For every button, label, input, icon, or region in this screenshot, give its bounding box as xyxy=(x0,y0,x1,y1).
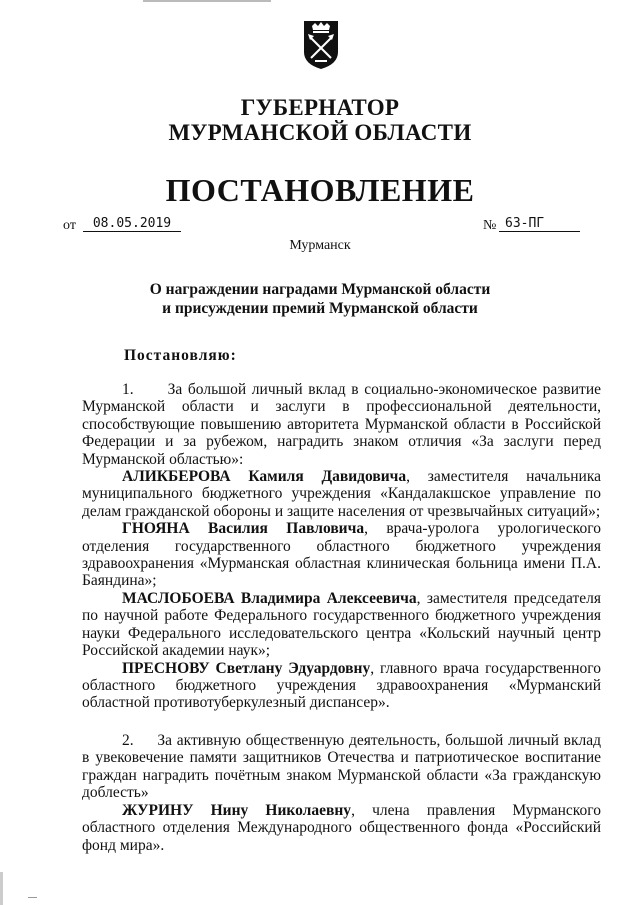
awardee-name: ЖУРИНУ Нину Николаевну xyxy=(122,802,352,819)
document-type-title: ПОСТАНОВЛЕНИЕ xyxy=(165,172,475,208)
scan-top-line xyxy=(143,0,271,2)
section-2-intro: 2. За активную общественную деятельность, большой личный вклад в увековечение памяти защитников Отечества и патриотическое воспитание граждан наградить почётным знаком Мурманской области «За гражданскую доблесть» xyxy=(82,732,601,802)
number-prefix: № xyxy=(483,218,497,233)
resolve-heading: Постановляю: xyxy=(124,347,237,364)
section-1 xyxy=(82,381,601,712)
coat-of-arms-icon xyxy=(303,20,339,70)
awardee-description: , главного врача государственного областного бюджетного учреждения здравоохранения «Мурманский областной противотуберкулезный диспансер». xyxy=(82,659,601,712)
awardee-description: , члена правления Мурманского областного отделения Международного общественного фонда «Российский фонд мира». xyxy=(82,802,601,854)
awardee-description: , врача-уролога урологического отделения государственного областного бюджетного учреждения здравоохранения «Мурманская областная клиническая больница имени П.А. Баяндина»; xyxy=(82,520,601,590)
scan-edge-shadow xyxy=(0,872,3,905)
city-name: Мурманск xyxy=(289,238,351,253)
awardee-name: АЛИКБЕРОВА Камиля Давидовича xyxy=(122,468,407,486)
awardee-item xyxy=(82,468,601,520)
authority-title-line1: ГУБЕРНАТОР xyxy=(240,95,400,120)
section-1-intro: 1. За большой личный вклад в социально-экономическое развитие Мурманской области и заслуги в профессиональной деятельности, способствующие повышению авторитета Мурманской области в Российской Федерации и за рубежом, наградить знаком отличия «За заслуги перед Мурманской областью»: xyxy=(82,381,601,468)
subject-line2: и присуждении премий Мурманской области xyxy=(162,300,478,317)
document-date: 08.05.2019 xyxy=(83,216,181,232)
authority-title-line2: МУРМАНСКОЙ ОБЛАСТИ xyxy=(168,120,472,145)
date-prefix: от xyxy=(63,218,76,233)
awardee-name: МАСЛОБОЕВА Владимира Алексеевича xyxy=(122,589,417,607)
document-subject xyxy=(0,280,640,318)
document-number: 63-ПГ xyxy=(499,216,580,232)
awardee-item xyxy=(82,802,601,854)
awardee-description: , заместителя начальника муниципального бюджетного учреждения «Кандалакшское управление по делам гражданской обороны и защите населения от чрезвычайных ситуаций»; xyxy=(82,468,602,520)
awardee-item xyxy=(82,520,601,590)
awardee-name: ГНОЯНА Василия Павловича xyxy=(122,520,365,538)
awardee-item xyxy=(82,590,601,660)
awardee-name: ПРЕСНОВУ Светлану Эдуардовну xyxy=(122,659,371,677)
awardee-item xyxy=(82,660,601,712)
subject-line1: О награждении наградами Мурманской области xyxy=(149,281,491,298)
scan-footer-mark xyxy=(28,897,37,898)
awardee-description: , заместителя председателя по научной работе Федерального государственного бюджетного учреждения науки Федерального исследовательского центра «Кольский научный центр Российской академии наук»; xyxy=(82,589,601,660)
